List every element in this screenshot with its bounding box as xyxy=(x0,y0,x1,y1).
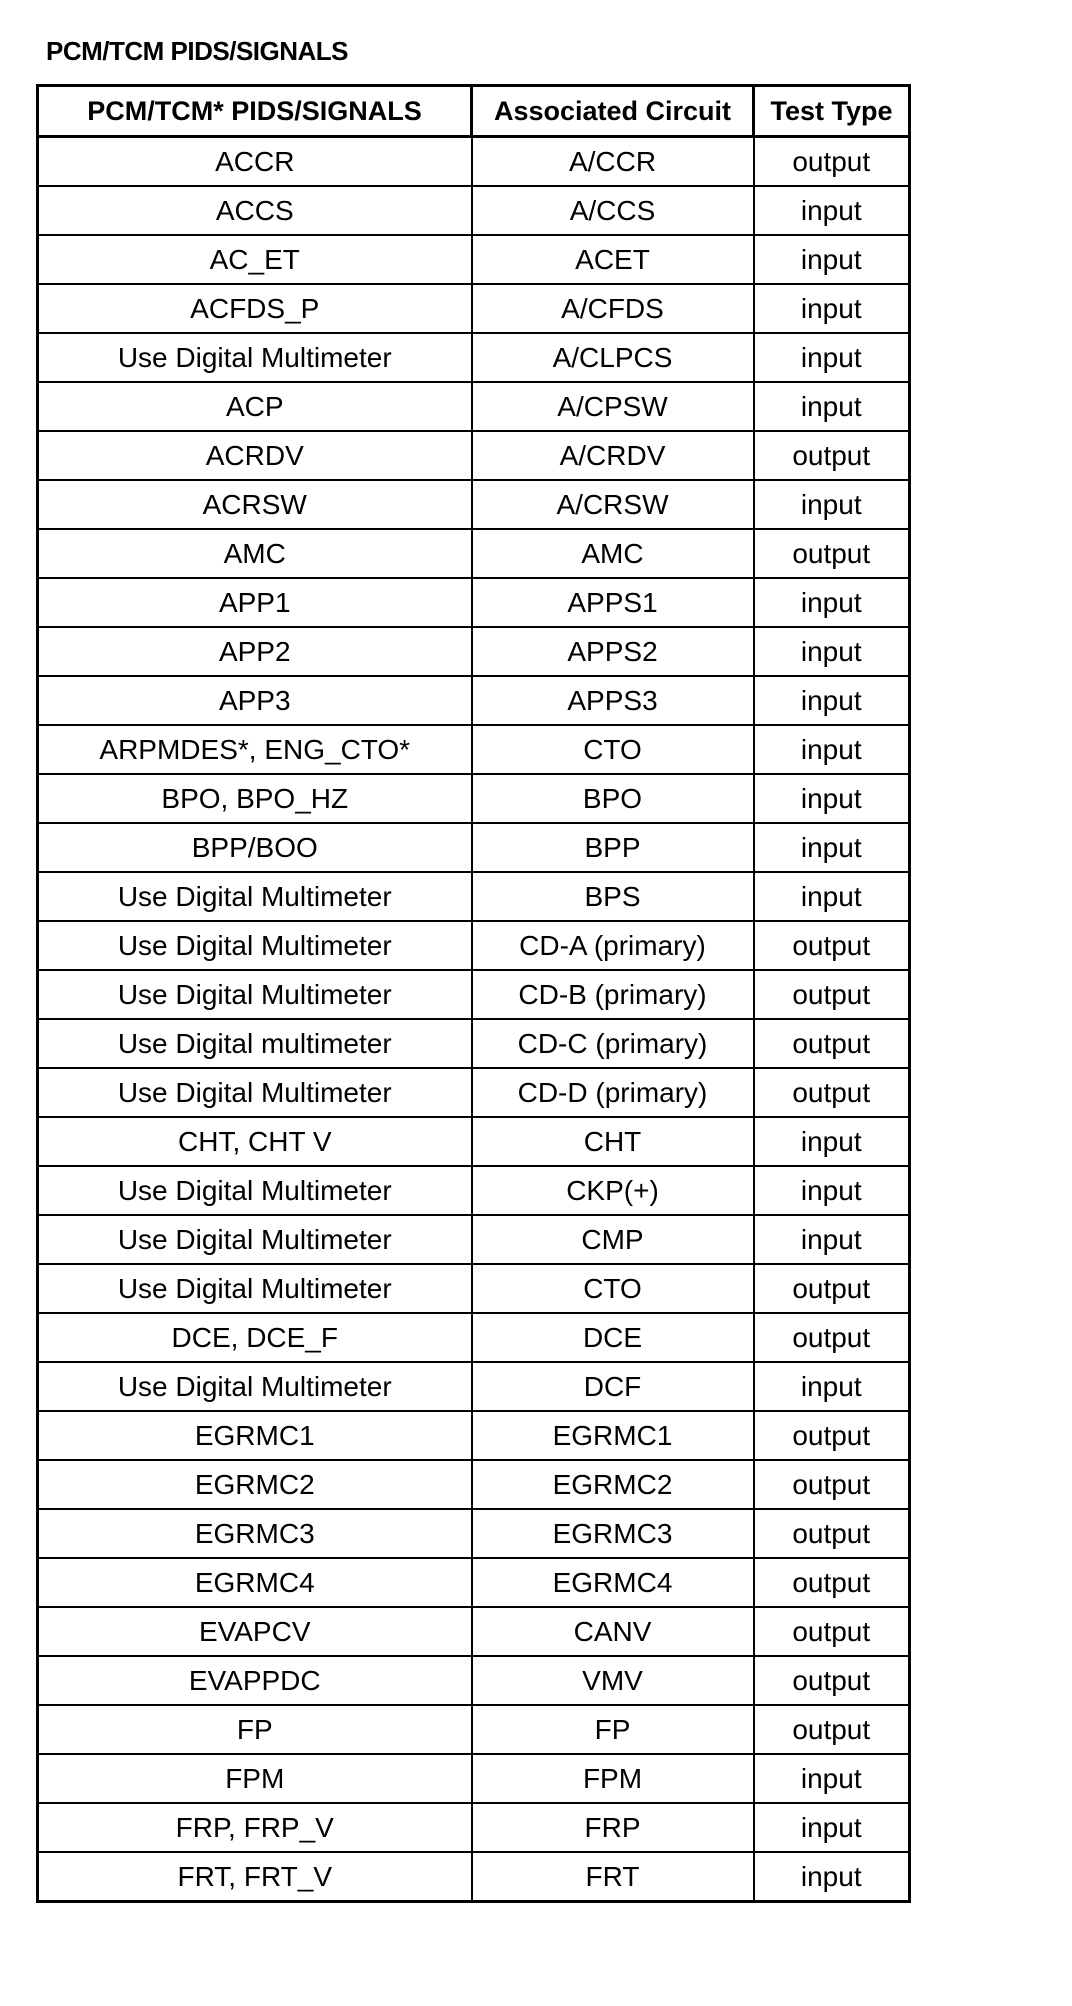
cell-pid-signal: BPP/BOO xyxy=(38,823,472,872)
cell-pid-signal: Use Digital Multimeter xyxy=(38,921,472,970)
table-row xyxy=(38,1656,910,1705)
cell-pid-signal: CHT, CHT V xyxy=(38,1117,472,1166)
cell-test-type: input xyxy=(754,1166,910,1215)
cell-pid-signal: FP xyxy=(38,1705,472,1754)
cell-test-type: input xyxy=(754,774,910,823)
cell-test-type: output xyxy=(754,1019,910,1068)
cell-associated-circuit: DCE xyxy=(472,1313,754,1362)
table-row xyxy=(38,1803,910,1852)
table-row xyxy=(38,578,910,627)
cell-associated-circuit: CD-B (primary) xyxy=(472,970,754,1019)
cell-associated-circuit: CTO xyxy=(472,725,754,774)
cell-pid-signal: DCE, DCE_F xyxy=(38,1313,472,1362)
cell-test-type: input xyxy=(754,333,910,382)
cell-test-type: input xyxy=(754,1852,910,1902)
cell-pid-signal: ACP xyxy=(38,382,472,431)
cell-pid-signal: FRP, FRP_V xyxy=(38,1803,472,1852)
cell-test-type: input xyxy=(754,1362,910,1411)
table-row xyxy=(38,823,910,872)
cell-pid-signal: FRT, FRT_V xyxy=(38,1852,472,1902)
cell-test-type: output xyxy=(754,1509,910,1558)
cell-test-type: input xyxy=(754,1754,910,1803)
table-header-row xyxy=(38,86,910,137)
cell-pid-signal: EGRMC4 xyxy=(38,1558,472,1607)
cell-pid-signal: EGRMC1 xyxy=(38,1411,472,1460)
cell-test-type: input xyxy=(754,627,910,676)
cell-pid-signal: Use Digital Multimeter xyxy=(38,872,472,921)
table-body xyxy=(38,137,910,1902)
table-row xyxy=(38,1068,910,1117)
cell-pid-signal: Use Digital Multimeter xyxy=(38,1215,472,1264)
table-row xyxy=(38,1705,910,1754)
cell-pid-signal: ACRSW xyxy=(38,480,472,529)
cell-test-type: input xyxy=(754,1803,910,1852)
cell-associated-circuit: FP xyxy=(472,1705,754,1754)
cell-associated-circuit: ACET xyxy=(472,235,754,284)
cell-pid-signal: ARPMDES*, ENG_CTO* xyxy=(38,725,472,774)
cell-associated-circuit: APPS2 xyxy=(472,627,754,676)
cell-test-type: input xyxy=(754,284,910,333)
table-row xyxy=(38,1215,910,1264)
table-row xyxy=(38,627,910,676)
cell-test-type: input xyxy=(754,1117,910,1166)
cell-associated-circuit: CMP xyxy=(472,1215,754,1264)
cell-test-type: input xyxy=(754,382,910,431)
cell-associated-circuit: CHT xyxy=(472,1117,754,1166)
cell-test-type: input xyxy=(754,872,910,921)
cell-test-type: output xyxy=(754,921,910,970)
table-row xyxy=(38,1313,910,1362)
table-row xyxy=(38,529,910,578)
pids-table xyxy=(36,84,911,1903)
table-row xyxy=(38,382,910,431)
cell-pid-signal: Use Digital Multimeter xyxy=(38,1264,472,1313)
cell-pid-signal: ACCS xyxy=(38,186,472,235)
cell-pid-signal: Use Digital Multimeter xyxy=(38,970,472,1019)
cell-pid-signal: AC_ET xyxy=(38,235,472,284)
table-row xyxy=(38,1166,910,1215)
cell-associated-circuit: AMC xyxy=(472,529,754,578)
cell-associated-circuit: A/CRDV xyxy=(472,431,754,480)
table-row xyxy=(38,921,910,970)
cell-associated-circuit: A/CFDS xyxy=(472,284,754,333)
cell-test-type: output xyxy=(754,1460,910,1509)
cell-associated-circuit: A/CCS xyxy=(472,186,754,235)
cell-associated-circuit: A/CCR xyxy=(472,137,754,187)
cell-test-type: output xyxy=(754,1313,910,1362)
table-row xyxy=(38,1362,910,1411)
table-row xyxy=(38,186,910,235)
cell-pid-signal: Use Digital multimeter xyxy=(38,1019,472,1068)
cell-test-type: output xyxy=(754,529,910,578)
cell-associated-circuit: FRT xyxy=(472,1852,754,1902)
cell-test-type: input xyxy=(754,235,910,284)
cell-associated-circuit: BPS xyxy=(472,872,754,921)
cell-test-type: output xyxy=(754,1411,910,1460)
table-row xyxy=(38,1509,910,1558)
cell-pid-signal: APP3 xyxy=(38,676,472,725)
cell-test-type: output xyxy=(754,1558,910,1607)
cell-associated-circuit: CD-A (primary) xyxy=(472,921,754,970)
cell-associated-circuit: CTO xyxy=(472,1264,754,1313)
cell-associated-circuit: CD-C (primary) xyxy=(472,1019,754,1068)
cell-pid-signal: ACCR xyxy=(38,137,472,187)
table-row xyxy=(38,1460,910,1509)
table-row xyxy=(38,725,910,774)
cell-test-type: input xyxy=(754,823,910,872)
cell-test-type: input xyxy=(754,676,910,725)
cell-pid-signal: ACFDS_P xyxy=(38,284,472,333)
cell-pid-signal: FPM xyxy=(38,1754,472,1803)
cell-associated-circuit: DCF xyxy=(472,1362,754,1411)
table-row xyxy=(38,1754,910,1803)
header-test-type: Test Type xyxy=(754,86,910,137)
table-row xyxy=(38,872,910,921)
table-row xyxy=(38,235,910,284)
cell-associated-circuit: APPS1 xyxy=(472,578,754,627)
cell-pid-signal: EVAPPDC xyxy=(38,1656,472,1705)
table-row xyxy=(38,774,910,823)
table-row xyxy=(38,1117,910,1166)
cell-pid-signal: EGRMC3 xyxy=(38,1509,472,1558)
cell-associated-circuit: APPS3 xyxy=(472,676,754,725)
table-row xyxy=(38,137,910,187)
table-row xyxy=(38,1019,910,1068)
cell-associated-circuit: CD-D (primary) xyxy=(472,1068,754,1117)
cell-test-type: output xyxy=(754,1705,910,1754)
cell-associated-circuit: A/CPSW xyxy=(472,382,754,431)
cell-associated-circuit: CKP(+) xyxy=(472,1166,754,1215)
cell-test-type: input xyxy=(754,186,910,235)
cell-pid-signal: APP2 xyxy=(38,627,472,676)
cell-test-type: output xyxy=(754,431,910,480)
cell-test-type: output xyxy=(754,970,910,1019)
cell-pid-signal: BPO, BPO_HZ xyxy=(38,774,472,823)
cell-pid-signal: Use Digital Multimeter xyxy=(38,1166,472,1215)
header-associated-circuit: Associated Circuit xyxy=(472,86,754,137)
cell-pid-signal: Use Digital Multimeter xyxy=(38,1362,472,1411)
table-row xyxy=(38,333,910,382)
cell-pid-signal: Use Digital Multimeter xyxy=(38,1068,472,1117)
cell-test-type: output xyxy=(754,137,910,187)
table-row xyxy=(38,1607,910,1656)
cell-test-type: output xyxy=(754,1656,910,1705)
cell-test-type: input xyxy=(754,578,910,627)
cell-test-type: input xyxy=(754,1215,910,1264)
cell-associated-circuit: A/CRSW xyxy=(472,480,754,529)
cell-associated-circuit: EGRMC2 xyxy=(472,1460,754,1509)
cell-associated-circuit: A/CLPCS xyxy=(472,333,754,382)
table-row xyxy=(38,431,910,480)
cell-associated-circuit: EGRMC1 xyxy=(472,1411,754,1460)
cell-associated-circuit: FRP xyxy=(472,1803,754,1852)
cell-test-type: output xyxy=(754,1068,910,1117)
cell-pid-signal: EGRMC2 xyxy=(38,1460,472,1509)
table-row xyxy=(38,1411,910,1460)
table-row xyxy=(38,1852,910,1902)
table-row xyxy=(38,1264,910,1313)
cell-pid-signal: APP1 xyxy=(38,578,472,627)
table-row xyxy=(38,676,910,725)
cell-pid-signal: Use Digital Multimeter xyxy=(38,333,472,382)
cell-test-type: input xyxy=(754,725,910,774)
cell-associated-circuit: CANV xyxy=(472,1607,754,1656)
cell-pid-signal: AMC xyxy=(38,529,472,578)
page-title: PCM/TCM PIDS/SIGNALS xyxy=(46,36,349,66)
table-row xyxy=(38,970,910,1019)
header-pids-signals: PCM/TCM* PIDS/SIGNALS xyxy=(38,86,472,137)
cell-test-type: output xyxy=(754,1607,910,1656)
table-row xyxy=(38,1558,910,1607)
table-row xyxy=(38,480,910,529)
cell-associated-circuit: EGRMC3 xyxy=(472,1509,754,1558)
table-row xyxy=(38,284,910,333)
cell-associated-circuit: BPP xyxy=(472,823,754,872)
cell-test-type: input xyxy=(754,480,910,529)
cell-associated-circuit: VMV xyxy=(472,1656,754,1705)
cell-associated-circuit: FPM xyxy=(472,1754,754,1803)
cell-test-type: output xyxy=(754,1264,910,1313)
cell-associated-circuit: EGRMC4 xyxy=(472,1558,754,1607)
cell-associated-circuit: BPO xyxy=(472,774,754,823)
cell-pid-signal: ACRDV xyxy=(38,431,472,480)
cell-pid-signal: EVAPCV xyxy=(38,1607,472,1656)
